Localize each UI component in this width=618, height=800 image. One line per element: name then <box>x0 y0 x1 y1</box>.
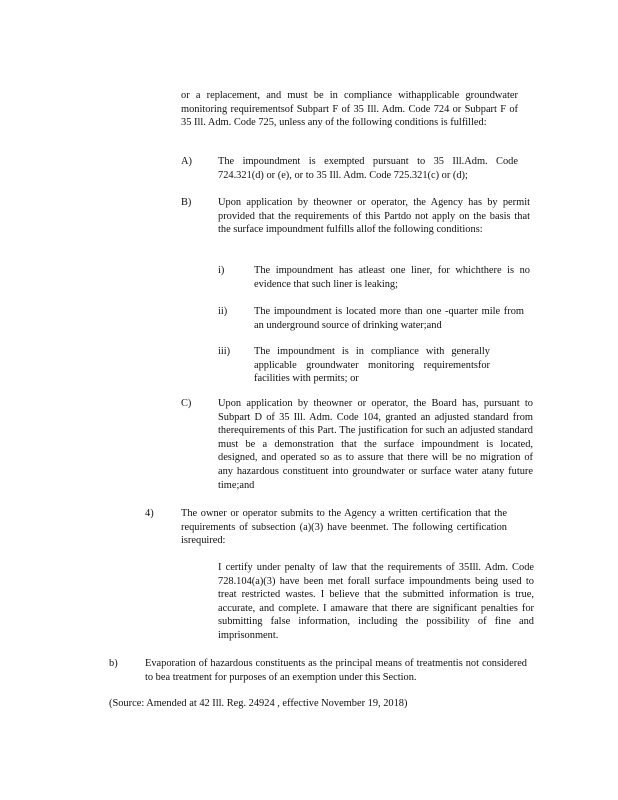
item-c-text: Upon application by theowner or operator, the Board has, pursuant to Subpart D of 35 Ill. Adm. Code 104, granted an adjusted standard from therequirements of this Part. The justification for such an adjusted standard must be a demonstration that the surface impoundment is located, designed, and operated so as to assure that there will be no migration of any hazardous constituent into groundwater or surface water atany future time;and <box>218 398 533 491</box>
item-b-upper-label: B) <box>181 197 192 208</box>
subitem-ii-label: ii) <box>218 306 228 317</box>
subitem-iii-text: The impoundment is in compliance with generally applicable groundwater monitoring requirementsfor facilities with permits; or <box>254 346 490 385</box>
subitem-iii-label: iii) <box>218 346 231 357</box>
subitem-ii-text: The impoundment is located more than one -quarter mile from an underground source of drinking water;and <box>254 306 524 331</box>
item-4-label: 4) <box>145 508 154 519</box>
item-b-lower-label: b) <box>109 658 118 669</box>
source-note: (Source: Amended at 42 Ill. Reg. 24924 , effective November 19, 2018) <box>109 698 408 709</box>
item-b-lower-text: Evaporation of hazardous constituents as the principal means of treatmentis not considered to bea treatment for purposes of an exemption under this Section. <box>145 658 527 683</box>
item-c-label: C) <box>181 398 192 409</box>
certification-statement: I certify under penalty of law that the requirements of 35Ill. Adm. Code 728.104(a)(3) have been met forall surface impoundments being used to treat restricted wastes. I believe that the submitted information is true, accurate, and complete. I amaware that there are significant penalties for submitting false information, including the possibility of fine and imprisonment. <box>218 562 534 641</box>
item-a-label: A) <box>181 156 192 167</box>
subitem-i-label: i) <box>218 265 225 276</box>
item-4-text: The owner or operator submits to the Agency a written certification that the requirements of subsection (a)(3) have beenmet. The following certification isrequired: <box>181 508 507 547</box>
item-a-text: The impoundment is exempted pursuant to 35 Ill.Adm. Code 724.321(d) or (e), or to 35 Ill. Adm. Code 725.321(c) or (d); <box>218 156 518 181</box>
item-b-upper-text: Upon application by theowner or operator, the Agency has by permit provided that the requirements of this Partdo not apply on the basis that the surface impoundment fulfills allof the following conditions: <box>218 197 530 236</box>
intro-paragraph: or a replacement, and must be in compliance withapplicable groundwater monitoring requirementsof Subpart F of 35 Ill. Adm. Code 724 or Subpart F of 35 Ill. Adm. Code 725, unless any of the following conditions is fulfilled: <box>181 90 518 129</box>
subitem-i-text: The impoundment has atleast one liner, for whichthere is no evidence that such liner is leaking; <box>254 265 530 290</box>
